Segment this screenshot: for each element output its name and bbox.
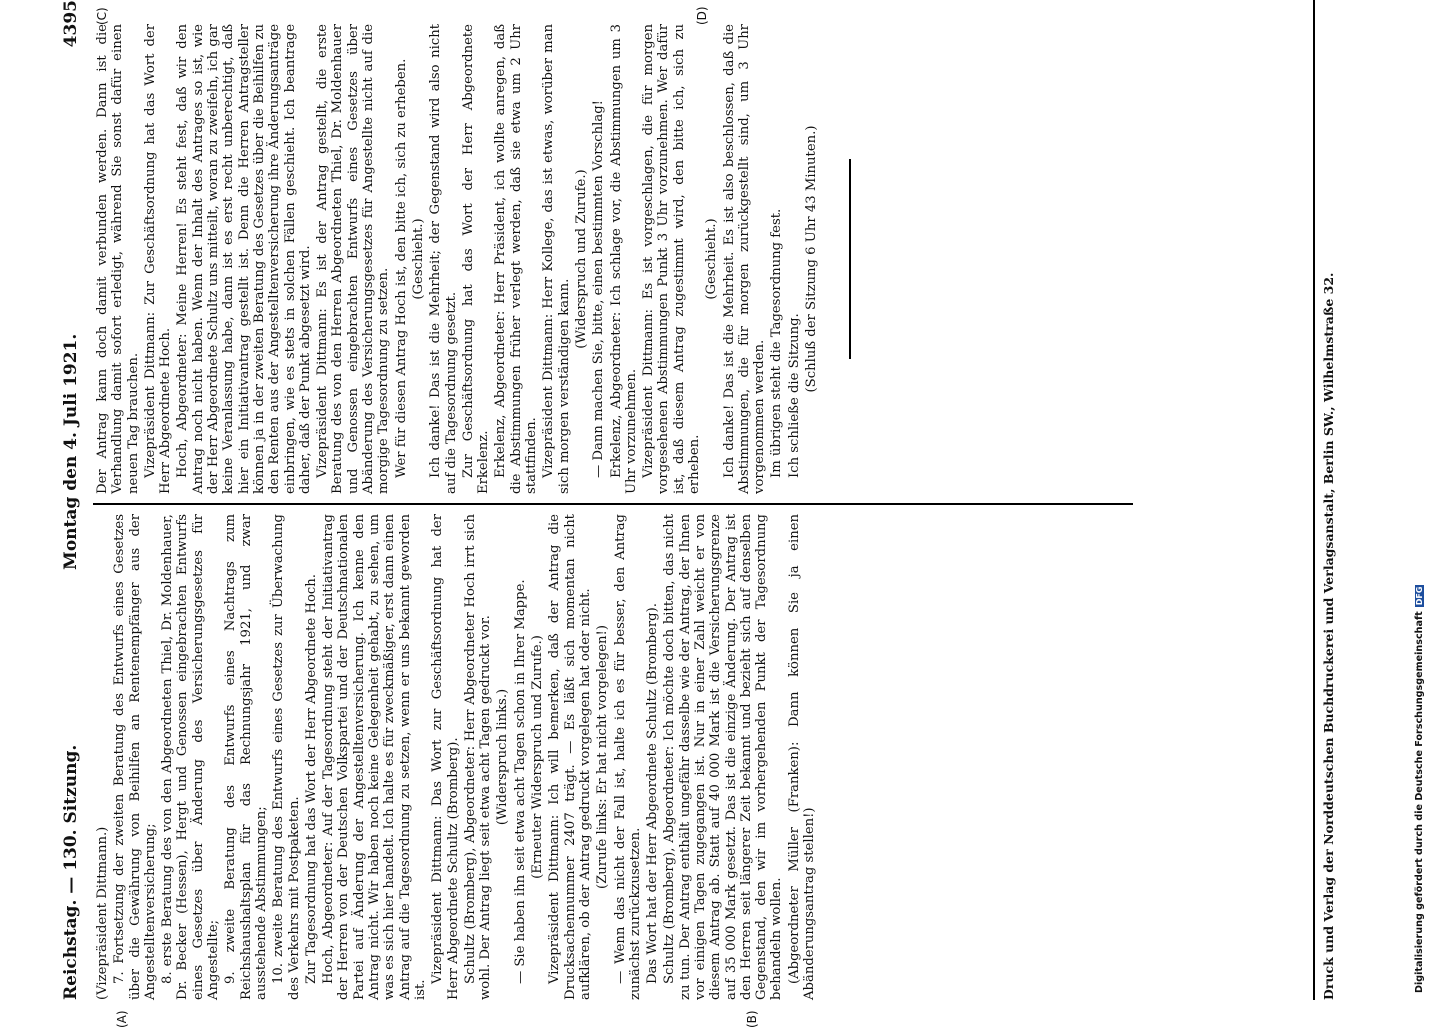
interjection: (Abgeordneter Müller (Franken): Dann können Sie ja einen Abänderungsantrag stellen!): [786, 514, 818, 1000]
interjection: (Geschieht.): [410, 218, 426, 300]
paragraph: Schultz (Bromberg), Abgeordneter: Herr Abgeordneter Hoch irrt sich wohl. Der Antrag liegt seit etwa acht Tagen gedruckt vor.: [462, 514, 494, 1000]
paragraph: Vizepräsident Dittmann: Es ist der Antrag gestellt, die erste Beratung des von den Herren Abgeordneten Thiel, Dr. Moldenhauer und Genossen eingebrachten Entwurfs eines Gesetzes über Abänderung des Versicherungsgesetzes für Angestellte nicht auf die morgige Tagesordnung zu setzen.: [315, 24, 392, 494]
agenda-item-9: 9. zweite Beratung des Entwurfs eines Nachtrags zum Reichshaushaltsplan für das Rechnungsjahr 1921, und zwar ausstehende Abstimmungen;: [223, 514, 269, 1000]
paragraph: Ich danke! Das ist die Mehrheit; der Gegenstand wird also nicht auf die Tagesordnung gesetzt.: [428, 24, 459, 494]
paragraph: Zur Geschäftsordnung hat das Wort der Herr Abgeordnete Erkelenz.: [460, 24, 492, 494]
paragraph: Zur Tagesordnung hat das Wort der Herr Abgeordnete Hoch.: [303, 574, 319, 984]
paragraph: Vizepräsident Dittmann: Zur Geschäftsordnung hat das Wort der Herr Abgeordnete Hoch.: [142, 24, 174, 494]
paragraph: Im übrigen steht die Tagesordnung fest.: [769, 208, 785, 478]
paragraph: Erkelenz, Abgeordneter: Ich schlage vor, die Abstimmungen um 3 Uhr vorzunehmen.: [608, 24, 639, 494]
paragraph: Ich schließe die Sitzung.: [786, 313, 802, 478]
paragraph: Vizepräsident Dittmann: Es ist vorgeschlagen, die für morgen vorgesehenen Abstimmungen Punkt 3 Uhr vorzunehmen. Wer dafür ist, daß diesem Antrag zugestimmt wird, den bitte ich, sich zu erheben.: [641, 24, 702, 494]
paragraph: Hoch, Abgeordneter: Meine Herren! Es steht fest, daß wir den Antrag noch nicht haben. Wenn der Inhalt des Antrages so ist, wie der Herr Abgeordnete Schultz uns mitteilt, woran zu zweifeln, ich gar keine Veranlassung habe, dann ist es erst recht unberechtigt, daß hier ein Initiativantrag gestellt ist. Denn die Herren Antragsteller können ja in der zweiten Beratung des Gesetzes über die Beihilfen zu den Renten aus der Angestelltenversicherung ihre Änderungsanträge einbringen, wie es stets in solchen Fällen geschieht. Ich beantrage daher, daß der Punkt abgesetzt wird.: [175, 24, 313, 494]
margin-mark-d: (D): [695, 6, 709, 25]
margin-mark-b: (B): [745, 1010, 759, 1028]
paragraph: Schultz (Bromberg), Abgeordneter: Ich möchte doch bitten, das nicht zu tun. Der Antrag enthält ungefähr dasselbe wie der Antrag, der Ihnen vor einigen Tagen zugegangen ist. Nur in einer Zahl weicht er von diesem Antrag ab. Statt auf 40 000 Mark ist die Versicherungsgrenze auf 35 000 Mark gesetzt. Das ist die einzige Änderung. Der Antrag ist den Herren seit längerer Zeit bekannt und bezieht sich auf denselben Gegenstand, den wir im vorhergehenden Punkt der Tagesordnung behandeln wollen.: [662, 514, 785, 1000]
paragraph: Hoch, Abgeordneter: Auf der Tagesordnung steht der Initiativantrag der Herren von der Deutschen Volkspartei und der Deutschnationalen Partei auf Änderung der Angestelltenversicherung. Ich kenne den Antrag nicht. Wir haben noch keine Gelegenheit gehabt, zu sehen, um was es sich hier handelt. Ich halte es für zweckmäßiger, erst dann einen Antrag auf die Tagesordnung zu setzen, wenn er uns bekannt geworden ist.: [321, 514, 428, 1000]
page-number: 4395: [61, 0, 81, 48]
closing-rule: [849, 159, 851, 359]
page-header: [55, 0, 89, 1000]
paragraph: Vizepräsident Dittmann: Ich will bemerken, daß der Antrag die Drucksachennummer 2407 trägt. — Es läßt sich momentan nicht aufklären, ob der Antrag gedruckt vorgelegen hat oder nicht.: [547, 514, 593, 1000]
session-close: (Schluß der Sitzung 6 Uhr 43 Minuten.): [804, 125, 820, 393]
interjection: (Zurufe links: Er hat nicht vorgelegen!): [595, 625, 611, 889]
interjection: (Widerspruch links.): [495, 688, 511, 826]
printer-imprint: Druck und Verlag der Norddeutschen Buchdruckerei und Verlagsanstalt, Berlin SW., Wilhelmstraße 32.: [1321, 272, 1336, 1000]
agenda-item-10: 10. zweite Beratung des Entwurfs eines Gesetzes zur Überwachung des Verkehrs mit Postpaketen.: [271, 514, 302, 1000]
scanned-page: [55, 0, 1355, 1028]
interjection: (Erneuter Widerspruch und Zurufe.): [530, 635, 546, 879]
paragraph: Wer für diesen Antrag Hoch ist, den bitte ich, sich zu erheben.: [393, 58, 409, 478]
paragraph: (Vizepräsident Dittmann.): [95, 826, 110, 1000]
paragraph: Der Antrag kann doch damit verbunden werden. Dann ist die Verhandlung damit sofort erledigt, während Sie sonst dafür einen neuen Tag brauchen.: [95, 24, 141, 494]
right-column: [95, 24, 851, 494]
paragraph: — Dann machen Sie, bitte, einen bestimmten Vorschlag!: [591, 100, 607, 478]
paragraph: — Sie haben ihn seit etwa acht Tagen schon in Ihrer Mappe.: [512, 579, 528, 984]
agenda-item-7: 7. Fortsetzung der zweiten Beratung des Entwurfs eines Gesetzes über die Gewährung von Beihilfen an Rentenempfänger aus der Angestelltenversicherung;: [112, 514, 158, 1000]
margin-mark-c: (C): [95, 7, 109, 25]
margin-mark-a: (A): [115, 1010, 129, 1028]
paragraph: Vizepräsident Dittmann: Das Wort zur Geschäftsordnung hat der Herr Abgeordnete Schultz (Bromberg).: [430, 514, 461, 1000]
paragraph: Erkelenz, Abgeordneter: Herr Präsident, ich wollte anregen, daß die Abstimmungen früher verlegt werden, daß sie etwa um 2 Uhr stattfinden.: [493, 24, 540, 494]
paragraph: Vizepräsident Dittmann: Herr Kollege, das ist etwas, worüber man sich morgen verständigen kann.: [541, 24, 572, 494]
header-left: Reichstag. — 130. Sitzung.: [61, 744, 81, 1000]
paragraph: Das Wort hat der Herr Abgeordnete Schultz (Bromberg).: [645, 603, 661, 984]
left-column: [95, 514, 819, 1000]
side-note-text: Digitalisierung gefördert durch die Deutsche Forschungsgemeinschaft: [1414, 611, 1425, 993]
header-center: Montag den 4. Juli 1921.: [61, 333, 81, 570]
dfg-side-note: [1414, 8, 1428, 993]
dfg-logo: DFG: [1415, 586, 1424, 606]
footer-rule: [1313, 0, 1315, 1000]
agenda-item-8: 8. erste Beratung des von den Abgeordneten Thiel, Dr. Moldenhauer, Dr. Becker (Hessen), Hergt und Genossen eingebrachten Entwurfs eines Gesetzes über Änderung des Versicherungsgesetzes für Angestellte;: [160, 514, 222, 1000]
paragraph: — Wenn das nicht der Fall ist, halte ich es für besser, den Antrag zunächst zurückzusetzen.: [612, 514, 643, 1000]
paragraph: Ich danke! Das ist die Mehrheit. Es ist also beschlossen, daß die Abstimmungen, die für morgen zurückgestellt sind, um 3 Uhr vorgenommen werden.: [721, 24, 768, 494]
interjection: (Widerspruch und Zurufe.): [573, 169, 589, 349]
interjection: (Geschieht.): [704, 218, 720, 300]
column-divider: [93, 503, 1133, 505]
